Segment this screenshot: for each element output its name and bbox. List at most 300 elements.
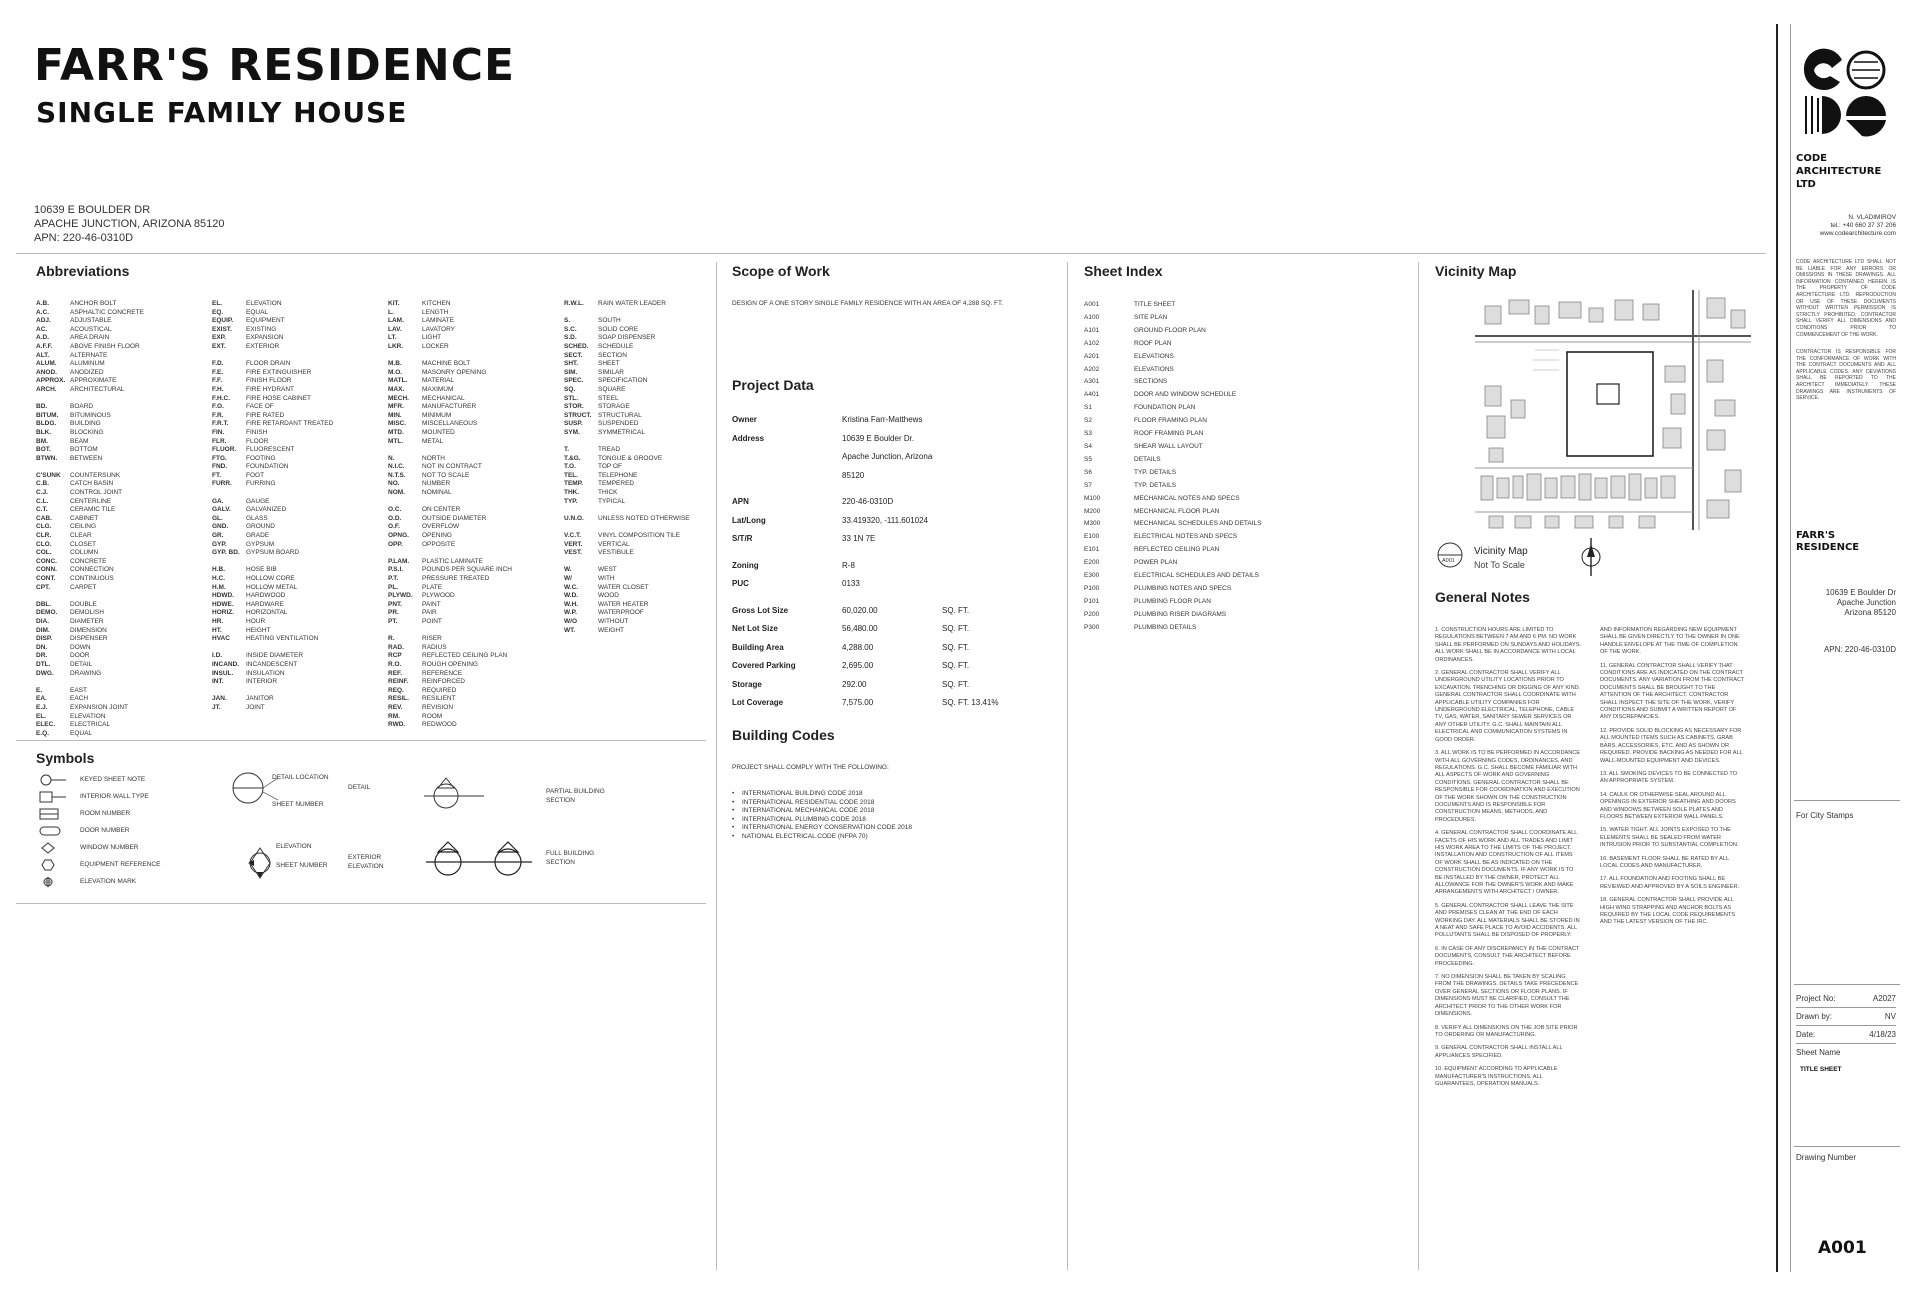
abbreviation-code: F.R.T.: [212, 420, 229, 428]
abbreviation-code: DR.: [36, 652, 48, 660]
project-data-table: [732, 411, 1052, 713]
project-data-key: Building Area: [732, 642, 784, 652]
abbreviation-meaning: LAVATORY: [422, 325, 455, 333]
sheet-name-label: Sheet Name: [1796, 1048, 1841, 1057]
abbreviation-code: [564, 309, 598, 318]
abbreviation-row: [564, 386, 709, 395]
abbreviation-meaning: VERTICAL: [598, 540, 630, 548]
general-notes-heading: General Notes: [1435, 589, 1530, 605]
title-block-divider: [1794, 1146, 1900, 1147]
title-block-value: 4/18/23: [1869, 1030, 1896, 1039]
codes-intro: PROJECT SHALL COMPLY WITH THE FOLLOWING:: [732, 764, 889, 771]
abbreviation-row: [36, 463, 201, 472]
abbreviation-meaning: DIAMETER: [70, 617, 104, 625]
abbreviation-row: [212, 326, 377, 335]
abbreviation-code: OPP.: [388, 540, 403, 548]
abbreviation-row: [212, 352, 377, 361]
abbreviation-code: F.F.: [212, 377, 223, 385]
abbreviation-code: C'SUNK: [36, 471, 61, 479]
sheet-number: S3: [1084, 430, 1092, 438]
project-data-value: 7,575.00: [842, 698, 874, 707]
abbreviation-row: [388, 601, 553, 610]
abbreviation-meaning: REQUIRED: [422, 686, 457, 694]
sheet-title: PLUMBING DETAILS: [1134, 623, 1197, 631]
abbreviation-row: [36, 575, 201, 584]
abbreviation-row: [36, 558, 201, 567]
abbreviation-meaning: CATCH BASIN: [70, 480, 114, 488]
sheet-index-row: [1084, 570, 1384, 583]
abbreviation-row: [36, 343, 201, 352]
abbreviation-meaning: GRADE: [246, 532, 270, 540]
abbreviation-row: [36, 506, 201, 515]
sheet-title: PLUMBING NOTES AND SPECS: [1134, 584, 1232, 592]
abbreviation-meaning: TOP OF: [598, 463, 622, 471]
sheet-title: PLUMBING FLOOR PLAN: [1134, 597, 1211, 605]
abbreviation-code: COL.: [36, 549, 52, 557]
abbreviation-code: FLUOR.: [212, 446, 237, 454]
abbreviation-row: [388, 584, 553, 593]
sheet-title: TITLE SHEET: [1134, 301, 1176, 308]
abbreviation-row: [388, 644, 553, 653]
sheet-number: A201: [1084, 352, 1100, 360]
sheet-index-heading: Sheet Index: [1084, 263, 1163, 279]
abbreviation-meaning: OPENING: [422, 532, 452, 540]
sheet-index-row: [1084, 596, 1384, 609]
general-note: 4. GENERAL CONTRACTOR SHALL COORDINATE ALL FACETS OF HIS WORK AND ALL TRADES AND LIMIT HIS WORK AREA TO THE LIMITS OF THE PROJECT. INSTALLATION AND CONSTRUCTION OF ALL ITEMS OF WORK SHALL BE AS INDICATED ON THE CONSTRUCTION DOCUMENTS. IF ANY WORK IS TO BE INSTALLED BY THE OWNER, PROTECT ALL ALLOWANCE FOR THE OWNER'S WORK AND MAKE ARRANGEMENTS WITH ARCHITECT / OWNER.: [1435, 830, 1578, 896]
abbreviation-meaning: BOTTOM: [70, 446, 98, 454]
sheet-title: REFLECTED CEILING PLAN: [1134, 546, 1220, 554]
sheet-index-row: [1084, 415, 1384, 428]
abbreviation-meaning: SCHEDULE: [598, 342, 634, 350]
firm-contact: [1796, 214, 1896, 238]
sheet-index-row: [1084, 583, 1384, 596]
abbreviation-code: N.T.S.: [388, 471, 406, 479]
abbreviation-meaning: DEMOLISH: [70, 609, 104, 617]
abbreviation-row: [212, 455, 377, 464]
abbreviation-row: [388, 506, 553, 515]
abbreviation-code: [212, 558, 246, 567]
abbreviation-code: [564, 558, 598, 567]
abbreviation-meaning: STRUCTURAL: [598, 411, 642, 419]
project-data-key: Zoning: [732, 560, 759, 570]
title-block-row: [1796, 990, 1896, 1008]
abbreviation-meaning: EXPANSION: [246, 334, 284, 342]
disclaimer-text: CONTRACTOR IS RESPONSIBLE FOR THE CONFORMANCE OF WORK WITH THE CONTRACT DOCUMENTS AND ALL APPLICABLE CODES. ANY DEVIATIONS SHALL BE REPORTED TO THE ARCHITECT IMMEDIATELY. THESE DRAWINGS ARE INSTRUMENTS OF SERVICE.: [1796, 349, 1896, 402]
full-section-icon: [424, 838, 534, 884]
abbreviation-code: STRUCT.: [564, 411, 592, 419]
abbreviation-code: DEMO.: [36, 609, 58, 617]
abbreviation-code: BLDG.: [36, 420, 57, 428]
abbreviation-row: [388, 343, 553, 352]
abbreviation-meaning: OPPOSITE: [422, 540, 456, 548]
abbreviation-code: T.&G.: [564, 454, 581, 462]
abbreviation-code: [388, 549, 422, 558]
vicinity-heading: Vicinity Map: [1435, 263, 1517, 279]
abbreviation-code: TEL.: [564, 471, 579, 479]
abbreviation-meaning: MANUFACTURER: [422, 403, 477, 411]
code-text: INTERNATIONAL PLUMBING CODE 2018: [742, 815, 866, 823]
sheet-title: ELEVATIONS: [1134, 365, 1174, 373]
abbreviation-row: [564, 549, 709, 558]
abbreviations-column: [388, 300, 553, 730]
vicinity-map-label: Vicinity Map: [1474, 546, 1528, 557]
abbreviation-row: [212, 661, 377, 670]
abbreviation-code: R.O.: [388, 660, 402, 668]
abbreviation-code: N.I.C.: [388, 463, 405, 471]
abbreviation-code: SHT.: [564, 360, 579, 368]
abbreviation-code: PNT.: [388, 600, 403, 608]
project-data-row: [732, 639, 1052, 658]
project-address-line: 10639 E Boulder Dr: [1825, 588, 1896, 597]
abbreviation-code: C.L.: [36, 497, 49, 505]
abbreviation-row: [564, 472, 709, 481]
abbreviation-row: [212, 549, 377, 558]
code-text: INTERNATIONAL MECHANICAL CODE 2018: [742, 807, 875, 815]
abbreviation-meaning: SOUTH: [598, 317, 621, 325]
abbreviation-row: [36, 317, 201, 326]
abbreviation-code: JT.: [212, 703, 221, 711]
scope-heading: Scope of Work: [732, 263, 830, 279]
partial-section-icon: [424, 776, 484, 816]
abbreviation-code: F.R.: [212, 411, 224, 419]
abbreviation-code: THK.: [564, 489, 580, 497]
sheet-number: E200: [1084, 559, 1100, 567]
abbreviation-code: F.E.: [212, 368, 224, 376]
project-data-unit: SQ. FT.: [942, 642, 970, 652]
general-note: 2. GENERAL CONTRACTOR SHALL VERIFY ALL UNDERGROUND UTILITY LOCATIONS PRIOR TO EXCAVATION. TRENCHING OR DIGGING OF ANY KIND. GENERAL CONTRACTOR SHALL COORDINATE WITH APPLICABLE UTILITY COMPANIES FOR UNDERGROUND ELECTRICAL, TELEPHONE, CABLE TV, GAS, WATER, SANITARY SEWER SERVICES OR ANY OTHER UTILITY. G.C. SHALL MAINTAIN ALL ELECTRICAL AND COMMUNICATION SYSTEMS IN GOOD ORDER.: [1435, 670, 1581, 743]
abbreviation-code: [564, 523, 598, 532]
sheet-index-row: [1084, 364, 1384, 377]
abbreviation-meaning: BUILDING: [70, 420, 101, 428]
firm-name: [1796, 152, 1881, 191]
abbreviation-meaning: WITH: [598, 575, 615, 582]
abbreviation-meaning: POINT: [422, 617, 442, 625]
abbreviation-row: [212, 704, 377, 713]
project-name-line: RESIDENCE: [1796, 542, 1860, 553]
abbreviation-code: T.O.: [564, 463, 576, 471]
abbreviation-meaning: HOLLOW CORE: [246, 575, 295, 582]
abbreviation-row: [36, 652, 201, 661]
abbreviation-meaning: EXTERIOR: [246, 342, 280, 350]
project-data-value: R-8: [842, 560, 855, 570]
abbreviation-row: [212, 652, 377, 661]
abbreviation-code: A.D.: [36, 334, 49, 342]
abbreviation-row: [212, 438, 377, 447]
abbreviation-row: [564, 541, 709, 550]
abbreviation-meaning: LOCKER: [422, 342, 449, 350]
abbreviation-code: O.D.: [388, 514, 402, 522]
project-data-key: [732, 448, 842, 485]
abbreviation-row: [388, 592, 553, 601]
abbreviation-meaning: ELEVATION: [246, 300, 282, 307]
project-data-row: [732, 430, 1052, 449]
general-note: 12. PROVIDE SOLID BLOCKING AS NECESSARY FOR ALL MOUNTED ITEMS SUCH AS CABINETS, GRAB BARS, ACCESSORIES, ETC. AND AS SHOWN OR REQUIRED. PROVIDE BACKING AS NEEDED FOR ALL WALL-MOUNTED EQUIPMENT AND DEVICES.: [1600, 727, 1743, 764]
abbreviation-code: NOM.: [388, 489, 405, 497]
abbreviation-code: PL.: [388, 583, 399, 591]
abbreviation-meaning: CONTROL JOINT: [70, 489, 123, 497]
abbreviation-code: GR.: [212, 532, 224, 540]
abbreviation-meaning: BITUMINOUS: [70, 411, 111, 419]
project-data-row: [732, 620, 1052, 639]
abbreviation-row: [564, 498, 709, 507]
disclaimer-text: CODE ARCHITECTURE LTD SHALL NOT BE LIABLE FOR ANY ERRORS OR OMISSIONS IN THESE DRAWINGS. ALL INFORMATION CONTAINED HEREIN IS THE PROPERTY OF CODE ARCHITECTURE LTD. REPRODUCTION OR USE OF THESE DOCUMENTS WITHOUT WRITTEN PERMISSION IS STRICTLY PROHIBITED. CONTRACTOR SHALL VERIFY ALL DIMENSIONS AND CONDITIONS PRIOR TO COMMENCEMENT OF THE WORK.: [1796, 259, 1896, 338]
project-data-row: [732, 657, 1052, 676]
abbreviation-meaning: BLOCKING: [70, 428, 104, 436]
abbreviation-meaning: ADJUSTABLE: [70, 317, 112, 325]
elevation-sub-label: SHEET NUMBER: [276, 862, 328, 869]
abbreviation-row: [388, 652, 553, 661]
sheet-title: FLOOR FRAMING PLAN: [1134, 417, 1207, 425]
abbreviation-row: [388, 317, 553, 326]
abbreviation-code: EXIST.: [212, 325, 232, 333]
abbreviation-row: [564, 609, 709, 618]
abbreviation-meaning: LAMINATE: [422, 317, 455, 325]
elevation-label: EXTERIOR ELEVATION: [348, 854, 384, 870]
general-note: 8. VERIFY ALL DIMENSIONS ON THE JOB SITE PRIOR TO ORDERING OR MANUFACTURING.: [1435, 1024, 1578, 1038]
drawing-number-value: A001: [1818, 1238, 1867, 1258]
abbreviation-row: [212, 463, 377, 472]
abbreviation-row: [212, 627, 377, 636]
abbreviation-code: EQUIP.: [212, 317, 234, 325]
abbreviation-row: [36, 472, 201, 481]
sheet-title: ELEVATIONS: [1134, 352, 1174, 360]
project-data-unit: SQ. FT.: [942, 679, 970, 689]
abbreviation-meaning: WOOD: [598, 592, 619, 600]
abbreviation-row: [36, 721, 201, 730]
abbreviation-code: CLG.: [36, 523, 52, 531]
abbreviation-row: [564, 575, 709, 584]
project-data-row: [732, 530, 1052, 549]
sheet-title: TYP. DETAILS: [1134, 481, 1177, 489]
sheet-number: M200: [1084, 507, 1101, 515]
abbreviation-code: DIM.: [36, 626, 50, 634]
building-codes-heading: Building Codes: [732, 727, 835, 743]
abbreviation-row: [388, 532, 553, 541]
abbreviation-meaning: EQUAL: [246, 308, 269, 316]
abbreviation-row: [212, 334, 377, 343]
project-data-row: [732, 694, 1052, 713]
wall-type-icon: [38, 791, 68, 803]
abbreviation-meaning: CARPET: [70, 583, 97, 591]
abbreviation-row: [564, 480, 709, 489]
abbreviation-meaning: EQUAL: [70, 729, 93, 737]
abbreviation-code: HDWE.: [212, 600, 234, 608]
general-note: 13. ALL SMOKING DEVICES TO BE CONNECTED TO AN APPROPRIATE SYSTEM.: [1600, 770, 1738, 785]
abbreviation-row: [564, 360, 709, 369]
abbreviation-meaning: ALUMINUM: [70, 360, 105, 368]
abbreviation-meaning: SHEET: [598, 360, 620, 368]
sheet-title: GROUND FLOOR PLAN: [1134, 326, 1206, 334]
symbol-label: DOOR NUMBER: [80, 827, 130, 834]
project-data-unit: SQ. FT. 13.41%: [942, 698, 999, 707]
abbreviation-meaning: PLATE: [422, 583, 443, 591]
abbreviation-meaning: VINYL COMPOSITION TILE: [598, 532, 680, 540]
abbreviation-meaning: CONNECTION: [70, 566, 114, 574]
abbreviation-code: LKR.: [388, 342, 404, 350]
abbreviation-code: RWD.: [388, 721, 406, 729]
sheet-title: SECTIONS: [1134, 378, 1168, 386]
abbreviation-row: [388, 438, 553, 447]
abbreviation-meaning: PLASTIC LAMINATE: [422, 557, 483, 565]
abbreviation-meaning: INSIDE DIAMETER: [246, 652, 304, 660]
abbreviation-code: FND.: [212, 463, 228, 471]
abbreviation-row: [388, 309, 553, 318]
abbreviation-row: [564, 532, 709, 541]
sheet-index-row: [1084, 544, 1384, 557]
abbreviation-meaning: FIRE EXTINGUISHER: [246, 368, 312, 376]
abbreviation-code: VEST.: [564, 549, 583, 557]
abbreviation-code: A.B.: [36, 300, 49, 307]
sheet-index-row: [1084, 622, 1384, 635]
abbreviation-code: BTWN.: [36, 454, 58, 462]
abbreviation-meaning: CERAMIC TILE: [70, 506, 116, 514]
abbreviation-row: [564, 369, 709, 378]
abbreviation-code: HT.: [212, 626, 222, 634]
abbreviation-row: [564, 618, 709, 627]
abbreviation-row: [388, 403, 553, 412]
abbreviation-code: M.B.: [388, 360, 402, 368]
abbreviation-code: MIN.: [388, 411, 402, 419]
abbreviation-row: [564, 334, 709, 343]
abbreviation-meaning: THICK: [598, 489, 618, 497]
abbreviation-row: [36, 438, 201, 447]
abbreviations-column: [564, 300, 709, 635]
abbreviation-row: [564, 403, 709, 412]
window-number-icon: [38, 842, 68, 854]
abbreviation-code: S.D.: [564, 334, 577, 342]
abbreviation-meaning: CLOSET: [70, 540, 97, 548]
abbreviation-code: BOT.: [36, 446, 51, 454]
title-block-row: [1796, 1026, 1896, 1044]
abbreviation-row: [36, 480, 201, 489]
north-arrow-icon: [1576, 536, 1606, 578]
sheet-title: ROOF PLAN: [1134, 339, 1172, 347]
abbreviation-row: [36, 429, 201, 438]
project-address-line: Arizona 85120: [1844, 608, 1896, 617]
project-data-value: 0133: [842, 579, 860, 588]
vicinity-scale-label: Not To Scale: [1474, 560, 1525, 570]
abbreviation-code: REV.: [388, 703, 403, 711]
abbreviation-row: [388, 395, 553, 404]
general-note: 11. GENERAL CONTRACTOR SHALL VERIFY THAT CONDITIONS ARE AS INDICATED ON THE CONTRACT DOCUMENTS. ANY VARIATION FROM THE CONTRACT DOCUMENTS SHALL BE BROUGHT TO THE ATTENTION OF THE ARCHITECT. CONTRACTOR SHALL INSPECT THE SITE OF THE WORK, VERIFY CONDITIONS AND SUBMIT A WRITTEN REPORT OF ANY DISCREPANCIES.: [1600, 662, 1745, 721]
abbreviation-row: [36, 446, 201, 455]
abbreviation-meaning: MINIMUM: [422, 411, 452, 419]
abbreviation-code: [36, 395, 70, 404]
abbreviation-row: [212, 558, 377, 567]
abbreviation-row: [36, 300, 201, 309]
abbreviation-code: BLK.: [36, 428, 52, 436]
abbreviation-row: [36, 670, 201, 679]
project-data-unit: SQ. FT.: [942, 661, 970, 670]
abbreviation-meaning: HOUR: [246, 617, 266, 625]
general-note: 5. GENERAL CONTRACTOR SHALL LEAVE THE SITE AND PREMISES CLEAN AT THE END OF EACH WORKING DAY. ALL MATERIALS SHALL BE STORED IN A NEAT AND SAFE PLACE TO AVOID ACCIDENTS. ALL POLLUTANTS SHALL BE DISPOSED OF PROPERLY.: [1435, 902, 1580, 939]
title-block-key: Date:: [1796, 1030, 1816, 1039]
address-line: APACHE JUNCTION, ARIZONA 85120: [34, 218, 225, 230]
abbreviation-code: KIT.: [388, 300, 400, 307]
abbreviation-meaning: GYPSUM BOARD: [246, 549, 300, 557]
project-data-value: 60,020.00: [842, 605, 878, 615]
abbreviation-row: [564, 352, 709, 361]
abbreviation-meaning: WATERPROOF: [598, 609, 644, 617]
abbreviation-meaning: FLUORESCENT: [246, 446, 295, 454]
abbreviation-row: [36, 412, 201, 421]
abbreviation-row: [212, 678, 377, 687]
abbreviation-code: INT.: [212, 678, 224, 686]
abbreviation-row: [36, 360, 201, 369]
partial-section-label: PARTIAL BUILDING SECTION: [546, 788, 605, 804]
abbreviation-row: [388, 695, 553, 704]
abbreviation-row: [388, 515, 553, 524]
abbreviation-row: [212, 635, 377, 644]
abbreviation-meaning: MISCELLANEOUS: [422, 420, 478, 428]
abbreviation-meaning: LIGHT: [422, 334, 442, 342]
abbreviation-row: [212, 601, 377, 610]
abbreviation-row: [564, 300, 709, 309]
abbreviation-code: SIM.: [564, 368, 578, 376]
firm-name-line: CODE: [1796, 153, 1827, 164]
code-text: INTERNATIONAL BUILDING CODE 2018: [742, 790, 863, 797]
general-notes-right: [1600, 627, 1746, 933]
title-block-address: [1796, 588, 1896, 618]
abbreviation-row: [388, 498, 553, 507]
abbreviation-code: GA.: [212, 497, 224, 505]
abbreviation-meaning: VESTIBULE: [598, 549, 634, 557]
abbreviation-meaning: NUMBER: [422, 480, 451, 488]
abbreviation-meaning: CEILING: [70, 523, 97, 531]
abbreviation-code: I.D.: [212, 652, 223, 660]
abbreviation-code: RESIL.: [388, 695, 409, 703]
abbreviation-meaning: LENGTH: [422, 308, 449, 316]
column-divider: [1067, 262, 1068, 1270]
abbreviation-meaning: SQUARE: [598, 385, 626, 393]
symbol-row: [38, 771, 238, 788]
sheet-number: A100: [1084, 313, 1100, 321]
abbreviation-row: [36, 377, 201, 386]
sheet-index-row: [1084, 609, 1384, 622]
project-data-key: Storage: [732, 679, 762, 689]
abbreviation-meaning: ROUGH OPENING: [422, 660, 478, 668]
abbreviation-code: SPEC.: [564, 377, 584, 385]
drawing-number-label: Drawing Number: [1796, 1153, 1857, 1162]
abbreviation-code: HVAC: [212, 635, 230, 643]
abbreviation-code: FT.: [212, 471, 222, 479]
abbreviation-row: [212, 618, 377, 627]
abbreviation-row: [36, 695, 201, 704]
sheet-number: E300: [1084, 572, 1100, 580]
project-data-unit: SQ. FT.: [942, 605, 970, 615]
title-block-divider: [1794, 984, 1900, 985]
abbreviation-code: PR.: [388, 609, 399, 617]
abbreviation-code: CONT.: [36, 575, 56, 582]
sheet-number: E101: [1084, 546, 1100, 554]
abbreviation-code: W.D.: [564, 592, 579, 600]
sheet-title: FOUNDATION PLAN: [1134, 404, 1196, 412]
abbreviation-row: [212, 584, 377, 593]
code-item: [732, 816, 1032, 825]
abbreviation-meaning: CLEAR: [70, 532, 92, 540]
abbreviation-row: [36, 386, 201, 395]
abbreviation-meaning: DRAWING: [70, 669, 102, 677]
sheet-index-row: [1084, 493, 1384, 506]
abbreviation-code: RCP: [388, 652, 402, 660]
abbreviation-row: [388, 463, 553, 472]
sheet-number: A301: [1084, 378, 1100, 386]
abbreviation-meaning: REFLECTED CEILING PLAN: [422, 652, 508, 660]
abbreviation-row: [36, 498, 201, 507]
abbreviation-code: DBL.: [36, 600, 52, 608]
abbreviation-code: APPROX.: [36, 377, 66, 385]
abbreviation-row: [388, 489, 553, 498]
